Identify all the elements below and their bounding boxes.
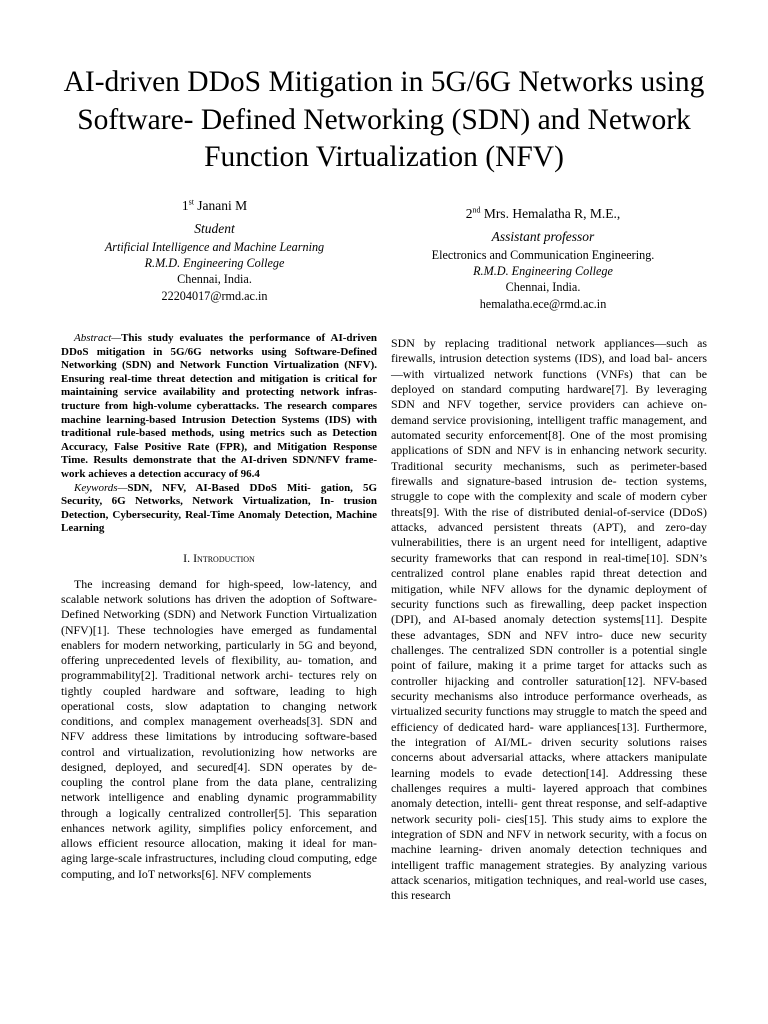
author-ordinal-suffix: nd (472, 205, 481, 215)
keywords-text: SDN, NFV, AI-Based DDoS Miti- gation, 5G Security, 6G Networks, Network Virtualization, In- trusion Detection, Cybersecurity, Real-Time Anomaly Detection, Machine Learning (61, 481, 377, 535)
paper-title: AI-driven DDoS Mitigation in 5G/6G Networks using Software- Defined Networking (SDN) and Network Function Virtualization (NFV) (63, 66, 705, 173)
author-name-text: Janani M (197, 198, 248, 213)
section-number: I. (183, 550, 191, 565)
abstract-label: Abstract— (74, 332, 122, 344)
author-department: Electronics and Communication Engineering. (431, 248, 655, 262)
intro-paragraph-left: The increasing demand for high-speed, low-latency, and scalable network solutions has driven the adoption of Software-Defined Networking (SDN) and Network Function Virtualization (NFV)[1]. These technologies have emerged as fundamental enablers for modern networking, particularly in 5G and beyond, offering unprecedented levels of flexibility, au- tomation, and programmability[2]. Traditional network archi- tectures rely on tightly coupled hardware and software, leading to high operational costs, slow adaptation to changing network conditions, and complex management overheads[3]. SDN and NFV address these limitations by introducing software-based control and virtualization, revolutionizing how networks are designed, deployed, and secured[4]. SDN operates by de- coupling the control plane from the data plane, centralizing network intelligence and enabling dynamic programmability through a logically centralized controller[5]. This separation enhances network agility, simplifies policy enforcement, and allows efficient resource allocation, making it ideal for man- aging large-scale infrastructures, including cloud computing, edge computing, and IoT networks[6]. NFV complements (61, 576, 377, 881)
author-location: Chennai, India. (505, 280, 581, 295)
section-title: Introduction (193, 550, 255, 565)
author-block-2 (370, 205, 716, 312)
author-email: hemalatha.ece@rmd.ac.in (479, 296, 607, 311)
right-column (391, 336, 707, 904)
keywords (61, 482, 377, 536)
author-block-1 (62, 197, 367, 304)
author-location: Chennai, India. (177, 272, 252, 287)
author-role: Assistant professor (491, 229, 595, 244)
author-ordinal: 1 (181, 198, 189, 213)
abstract (61, 332, 377, 482)
author-email: 22204017@rmd.ac.in (161, 288, 268, 303)
author-role: Student (194, 221, 235, 236)
abstract-text: This study evaluates the performance of AI-driven DDoS mitigation in 5G/6G networks using Software-Defined Networking (SDN) and Network Function Virtualization (NFV). Ensuring real-time threat detection and mitigation is critical for maintaining service availability and protecting network infras- tructure from high-volume cyberattacks. The research compares machine learning-based Intrusion Detection Systems (IDS) with traditional rule-based methods, using metrics such as Detection Accuracy, False Positive Rate (FPR), and Mitigation Response Time. Results demonstrate that the AI-driven SDN/NFV frame- work achieves a detection accuracy of 96.4 (61, 332, 377, 480)
left-column (61, 332, 377, 882)
author-ordinal: 2 (465, 206, 473, 221)
author-name (62, 197, 367, 215)
intro-paragraph-right: SDN by replacing traditional network appliances—such as firewalls, intrusion detection systems (IDS), and load bal- ancers—with virtualized network functions (VNFs) that can be deployed on standard computing hardware[7]. By leveraging SDN and NFV together, service providers can achieve on- demand service provisioning, intelligent traffic management, and automated security enforcement[8]. One of the most promising applications of SDN and NFV is in enhancing network security. Traditional security mechanisms, such as perimeter-based firewalls and signature-based intrusion de- tection systems, struggle to cope with the complexity and scale of modern cyber threats[9]. With the rise of distributed denial-of-service (DDoS) attacks, advanced persistent threats (APT), and zero-day vulnerabilities, there is an urgent need for intelligent, adaptive security frameworks that can respond in real-time[10]. SDN’s centralized control plane enables rapid threat detection and mitigation, while NFV allows for the dynamic deployment of security functions such as firewalling, deep packet inspection (DPI), and AI-based anomaly detection systems[11]. Despite these advantages, SDN and NFV intro- duce new security challenges. The centralized SDN controller is a potential single point of failure, making it a prime target for attacks such as controller hijacking and controller saturation[12]. NFV-based security mechanisms also introduce performance overheads, as virtualized security functions may struggle to match the speed and efficiency of dedicated hard- ware appliances[13]. Furthermore, the integration of AI/ML- driven security solutions raises concerns about adversarial attacks, where attackers manipulate learning models to evade detection[14]. Addressing these challenges requires a multi- layered approach that combines anomaly detection, intelli- gent threat response, and self-adaptive network security poli- cies[15]. This study aims to explore the integration of SDN and NFV in network security, with a focus on machine learning- driven anomaly detection techniques and intelligent traffic management strategies. By analyzing various attack scenarios, mitigation techniques, and real-world use cases, this research (391, 336, 707, 903)
author-name (370, 205, 716, 223)
author-institution: R.M.D. Engineering College (473, 264, 613, 279)
keywords-label: Keywords— (74, 481, 128, 494)
author-institution: R.M.D. Engineering College (144, 256, 285, 271)
section-heading (61, 551, 377, 565)
author-name-text: Mrs. Hemalatha R, M.E., (483, 206, 621, 221)
author-ordinal-suffix: st (188, 197, 194, 207)
author-department: Artificial Intelligence and Machine Learning (104, 240, 325, 254)
